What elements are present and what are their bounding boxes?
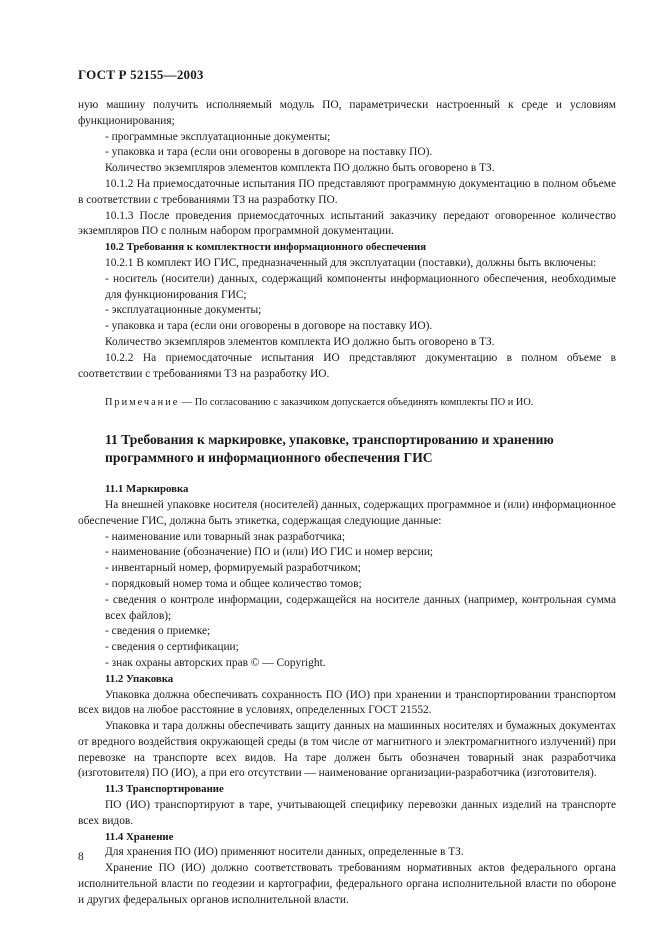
list-item: - программные эксплуатационные документы; bbox=[105, 130, 331, 143]
subsection-heading: 11.4 Хранение bbox=[105, 830, 174, 843]
paragraph: 10.1.3 После проведения приемосдаточных испытаний заказчику передают оговоренное количество экземпляров ПО с полным набором программной документации. bbox=[78, 209, 616, 238]
document-header: ГОСТ Р 52155—2003 bbox=[78, 67, 204, 82]
paragraph: 10.2.2 На приемосдаточные испытания ИО представляют документацию в полном объеме в соответствии с требованиями ТЗ на разработку ИО. bbox=[78, 351, 616, 380]
paragraph: ПО (ИО) транспортируют в таре, учитывающей специфику перевозки данных изделий на транспорте всех видов. bbox=[78, 799, 616, 827]
page-number: 8 bbox=[78, 851, 84, 863]
list-item: - упаковка и тара (если они оговорены в договоре на поставку ПО). bbox=[105, 146, 433, 159]
note-text: — По согласованию с заказчиком допускается объединять комплекты ПО и ИО. bbox=[179, 397, 534, 409]
list-item: - порядковый номер тома и общее количество томов; bbox=[105, 577, 362, 590]
paragraph: На внешней упаковке носителя (носителей) данных, содержащих программное и (или) информационное обеспечение ГИС, должна быть этикетка, содержащая следующие данные: bbox=[78, 498, 616, 527]
paragraph: Упаковка должна обеспечивать сохранность ПО (ИО) при хранении и транспортировании транспортом всех видов на любое расстояние в условиях, определенных ГОСТ 21552. bbox=[78, 688, 616, 717]
paragraph: Хранение ПО (ИО) должно соответствовать требованиям нормативных актов федерального органа исполнительной власти по геодезии и картографии, федерального органа исполнительной власти по обороне и других федеральных органов исполнительной власти. bbox=[78, 862, 616, 906]
list-item: - сведения о сертификации; bbox=[105, 641, 239, 654]
paragraph: 10.2.1 В комплект ИО ГИС, предназначенный для эксплуатации (поставки), должны быть включены: bbox=[105, 256, 597, 269]
list-item: - инвентарный номер, формируемый разработчиком; bbox=[105, 562, 361, 575]
paragraph: ную машину получить исполняемый модуль ПО, параметрически настроенный к среде и условиям функционирования; bbox=[78, 99, 616, 127]
paragraph: Количество экземпляров элементов комплекта ИО должно быть оговорено в ТЗ. bbox=[105, 335, 495, 348]
subsection-heading: 10.2 Требования к комплектности информационного обеспечения bbox=[105, 241, 427, 254]
subsection-heading: 11.3 Транспортирование bbox=[105, 783, 224, 796]
list-item: - эксплуатационные документы; bbox=[105, 304, 262, 317]
paragraph: Упаковка и тара должны обеспечивать защиту данных на машинных носителях и бумажных документах от вредного воздействия окружающей среды (в том числе от магнитного и электромагнитного излучений) при перевозке на транспорте всех видов. На таре должен быть обозначен товарный знак разработчика (изготовителя) ПО (ИО), а при его отсутствии — наименование организации-разработчика (изготовителя). bbox=[78, 720, 616, 780]
subsection-heading: 11.1 Маркировка bbox=[105, 483, 189, 496]
list-item: - сведения о контроле информации, содержащейся на носителе данных (например, контрольная сумма всех файлов); bbox=[105, 593, 616, 622]
note bbox=[78, 395, 616, 411]
list-item: - упаковка и тара (если они оговорены в договоре на поставку ИО). bbox=[105, 320, 433, 333]
list-item: - наименование или товарный знак разработчика; bbox=[105, 530, 345, 543]
list-item: - сведения о приемке; bbox=[105, 625, 211, 638]
list-item: - наименование (обозначение) ПО и (или) ИО ГИС и номер версии; bbox=[105, 546, 434, 559]
list-item: - носитель (носители) данных, содержащий компоненты информационного обеспечения, необходимые для функционирования ГИС; bbox=[105, 272, 616, 301]
note-label: Примечание bbox=[105, 397, 180, 409]
paragraph: 10.1.2 На приемосдаточные испытания ПО представляют программную документацию в полном объеме в соответствии с требованиями ТЗ на разработку ПО. bbox=[78, 177, 616, 206]
document-body bbox=[78, 98, 616, 909]
paragraph: Количество экземпляров элементов комплекта ПО должно быть оговорено в ТЗ. bbox=[105, 162, 495, 175]
list-item: - знак охраны авторских прав © — Copyright. bbox=[105, 656, 326, 669]
subsection-heading: 11.2 Упаковка bbox=[105, 672, 174, 685]
section-heading: 11 Требования к маркировке, упаковке, транспортированию и хранению программного и информационного обеспечения ГИС bbox=[105, 432, 554, 466]
paragraph: Для хранения ПО (ИО) применяют носители данных, определенные в ТЗ. bbox=[105, 846, 464, 859]
